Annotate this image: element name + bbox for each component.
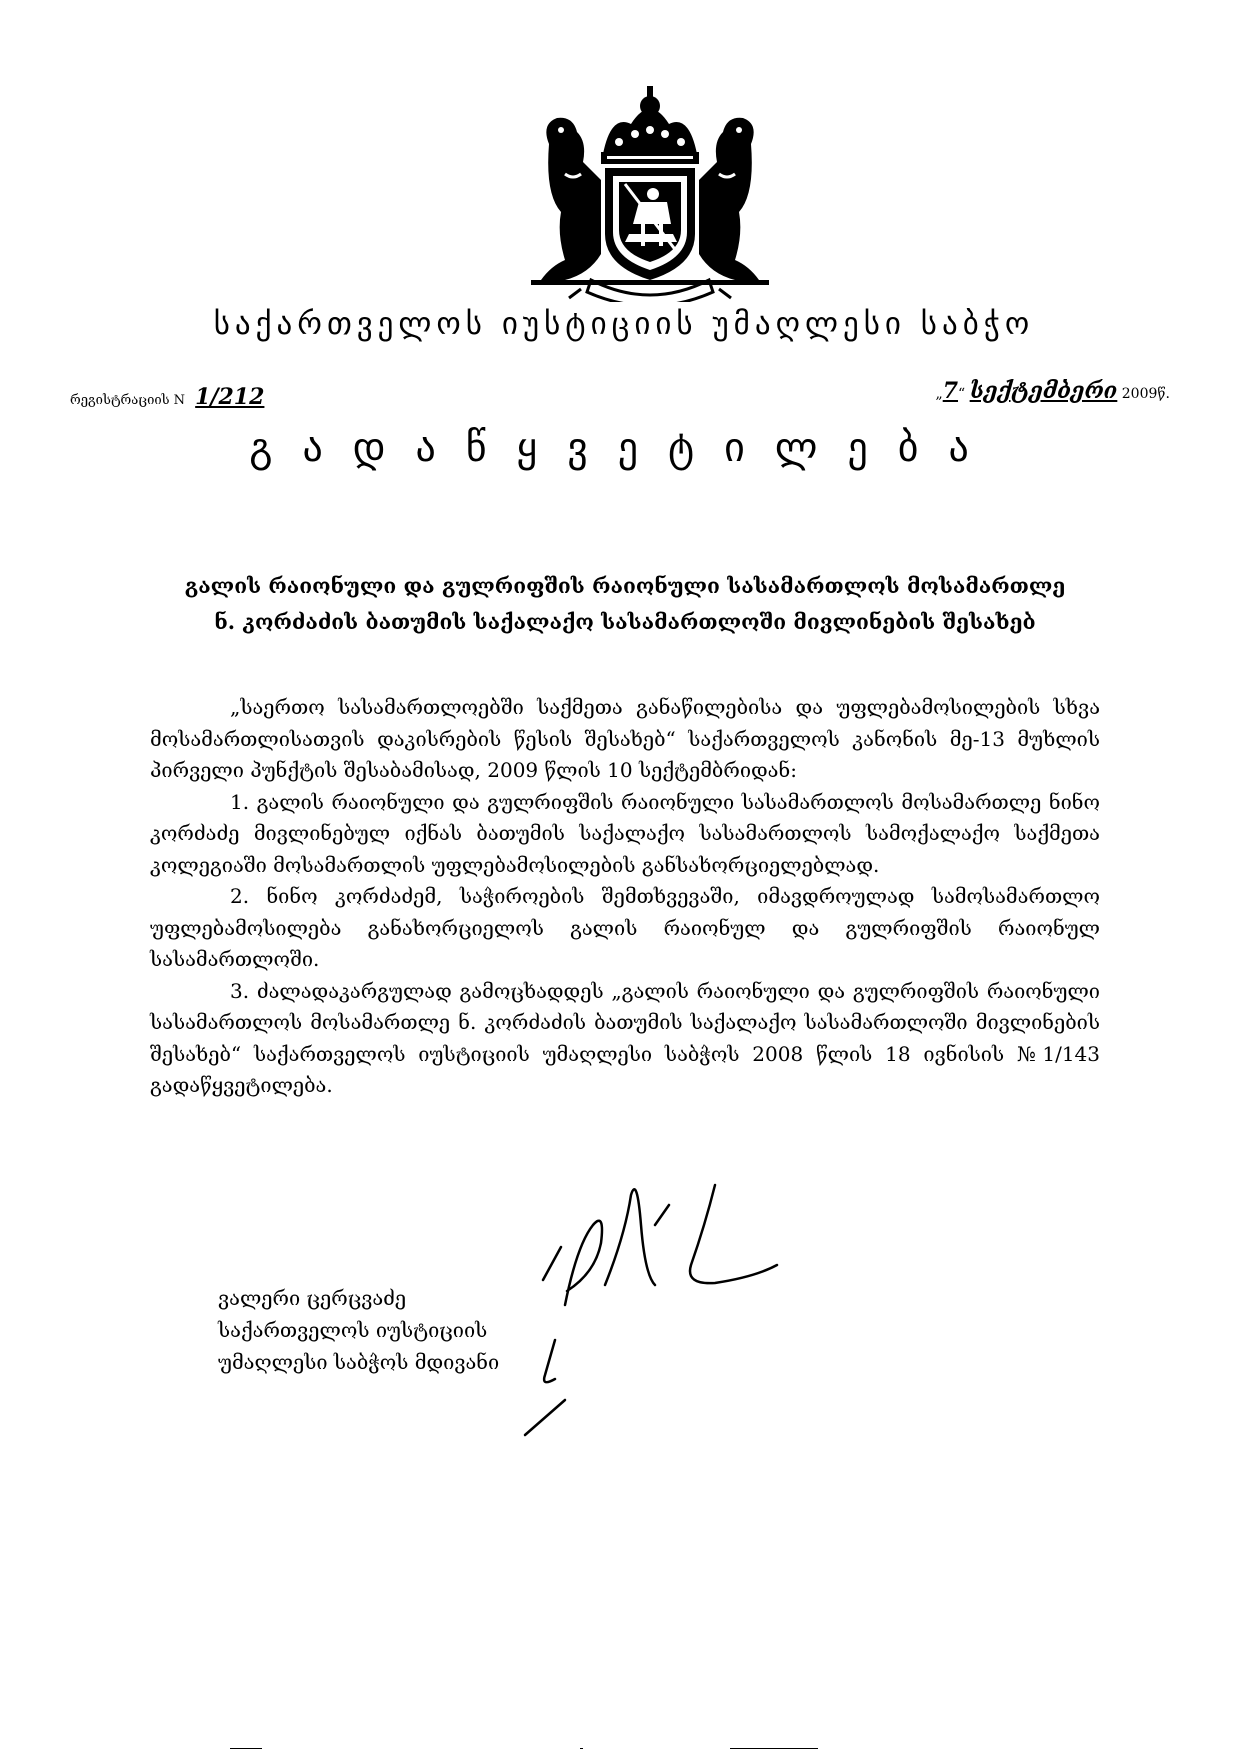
footer-mark-right — [730, 1748, 818, 1749]
body-intro: „საერთო სასამართლოებში საქმეთა განაწილებისა და უფლებამოსილების სხვა მოსამართლისათვის დაკისრების წესის შესახებ“ საქართველოს კანონის მე-13 მუხლის პირველი პუნქტის შესაბამისად, 2009 წლის 10 სექტემბრიდან: — [150, 695, 1100, 782]
date-year: 2009წ. — [1121, 386, 1170, 402]
registration-line — [70, 384, 264, 410]
signatory-name: ვალერი ცერცვაძე — [218, 1286, 407, 1310]
body-item-2: 2. ნინო კორძაძემ, საჭიროების შემთხვევაში, იმავდროულად სამოსამართლო უფლებამოსილება განახორციელოს გალის რაიონულ და გულრიფშის რაიონულ სასამართლოში. — [150, 884, 1100, 971]
footer-mark-center — [580, 1748, 583, 1749]
footer-mark-left — [230, 1748, 262, 1749]
signatory-position-1: საქართველოს იუსტიციის — [218, 1318, 488, 1342]
coat-of-arms-icon — [521, 84, 779, 302]
body-item-1: 1. გალის რაიონული და გულრიფშის რაიონული სასამართლოს მოსამართლე ნინო კორძაძე მივლინებულ იქნას ბათუმის საქალაქო სასამართლოს სამოქალაქო საქმეთა კოლეგიაში მოსამართლის უფლებამოსილების განსახორციელებლად. — [150, 789, 1100, 877]
document-title: გადაწყვეტილება — [249, 425, 999, 471]
document-subject — [150, 568, 1100, 640]
document-body — [150, 692, 1100, 1102]
handwritten-signature-icon — [505, 1165, 825, 1440]
document-date: „7“ სექტემბერი 2009წ. — [935, 378, 1170, 404]
date-day: 7 — [942, 378, 959, 404]
subject-line-1: გალის რაიონული და გულრიფშის რაიონული სასამართლოს მოსამართლე — [184, 573, 1066, 598]
subject-line-2: ნ. კორძაძის ბათუმის საქალაქო სასამართლოში მივლინების შესახებ — [214, 609, 1036, 634]
body-item-3: 3. ძალადაკარგულად გამოცხადდეს „გალის რაიონული და გულრიფშის რაიონული სასამართლოს მოსამართლე ნ. კორძაძის ბათუმის საქალაქო სასამართლოში მივლინების შესახებ“ საქართველოს იუსტიციის უმაღლესი საბჭოს 2008 წლის 18 ივნისის №1/143 გადაწყვეტილება. — [150, 978, 1100, 1097]
institution-name: საქართველოს იუსტიციის უმაღლესი საბჭო — [213, 306, 1035, 342]
signatory-block — [218, 1282, 499, 1378]
signatory-position-2: უმაღლესი საბჭოს მდივანი — [218, 1350, 500, 1374]
registration-label: რეგისტრაციის N — [70, 393, 186, 408]
registration-number: 1/212 — [195, 384, 265, 410]
date-month: სექტემბერი — [969, 378, 1118, 404]
